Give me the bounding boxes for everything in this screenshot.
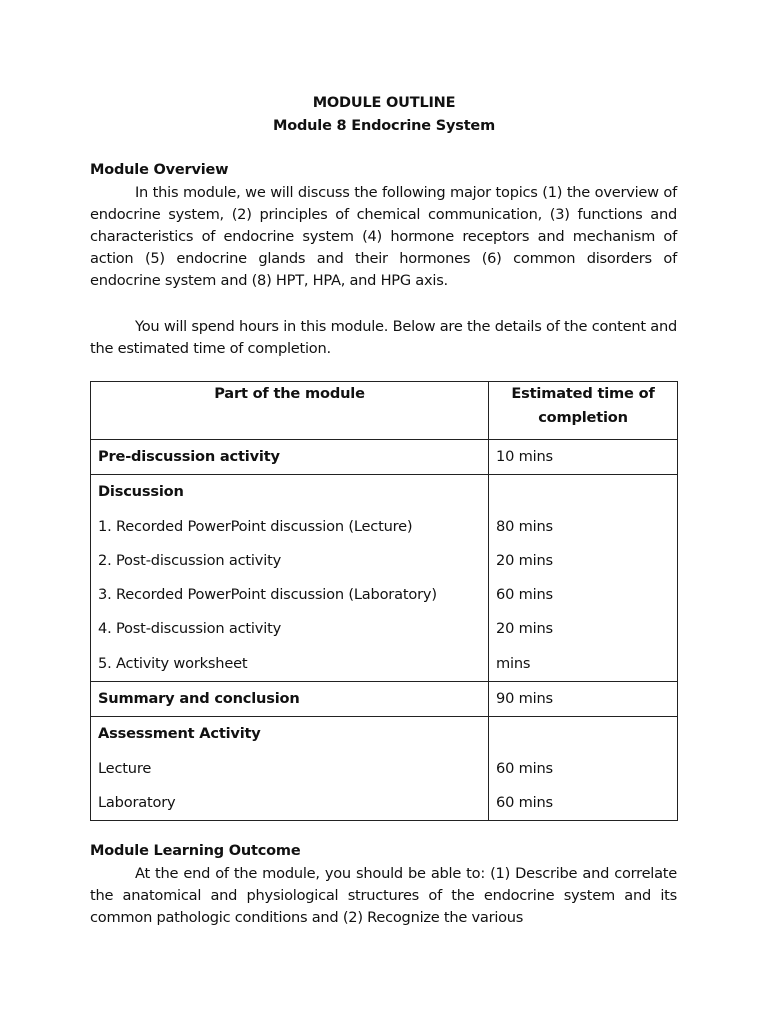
header-part: Part of the module <box>91 382 489 440</box>
table-row <box>91 682 678 717</box>
module-subtitle: Module 8 Endocrine System <box>273 118 495 134</box>
overview-paragraph: In this module, we will discuss the following major topics (1) the overview of endocrine system, (2) principles of chemical communication, (3) functions and characteristics of endocrine system (4) hormone receptors and mechanism of action (5) endocrine glands and their hormones (6) common disorders of endocrine system and (8) HPT, HPA, and HPG axis. <box>90 184 677 289</box>
discussion-item: 1. Recorded PowerPoint discussion (Lecture) <box>98 517 413 535</box>
discussion-label: Discussion <box>98 483 184 501</box>
assessment-item: Laboratory <box>98 793 176 811</box>
table-row <box>91 440 678 475</box>
pre-discussion-time: 10 mins <box>496 448 553 465</box>
discussion-item: 3. Recorded PowerPoint discussion (Laboratory) <box>98 586 437 604</box>
discussion-item: 5. Activity worksheet <box>98 654 248 672</box>
outcome-paragraph: At the end of the module, you should be able to: (1) Describe and correlate the anatomical and physiological structures of the endocrine system and its common pathologic conditions and (2) Recognize the various <box>90 865 677 926</box>
assessment-label: Assessment Activity <box>98 725 261 743</box>
assessment-time: 60 mins <box>496 759 553 777</box>
discussion-item: 4. Post-discussion activity <box>98 620 282 638</box>
discussion-time: 80 mins <box>496 517 553 535</box>
discussion-time: mins <box>496 654 531 672</box>
table-row <box>91 717 678 821</box>
discussion-time: 60 mins <box>496 586 553 604</box>
assessment-item: Lecture <box>98 759 152 777</box>
table-row <box>91 475 678 682</box>
assessment-time: 60 mins <box>496 793 553 811</box>
time-paragraph: You will spend hours in this module. Below are the details of the content and the estimated time of completion. <box>90 318 677 357</box>
pre-discussion-label: Pre-discussion activity <box>98 448 280 465</box>
outcome-heading: Module Learning Outcome <box>90 843 301 859</box>
summary-time: 90 mins <box>496 690 553 708</box>
document-title: MODULE OUTLINE <box>312 95 456 111</box>
header-time: Estimated time of completion <box>489 382 678 440</box>
discussion-time: 20 mins <box>496 551 553 569</box>
module-time-table <box>90 381 678 821</box>
discussion-time: 20 mins <box>496 620 553 638</box>
discussion-item: 2. Post-discussion activity <box>98 551 282 569</box>
table-header-row <box>91 382 678 440</box>
summary-label: Summary and conclusion <box>98 690 300 708</box>
overview-heading: Module Overview <box>90 162 229 178</box>
